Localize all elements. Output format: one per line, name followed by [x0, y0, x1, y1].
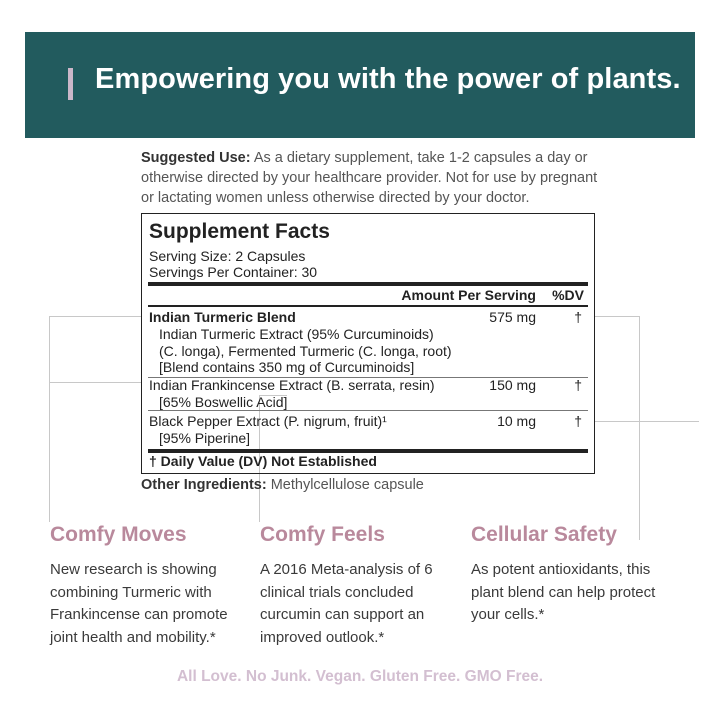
ingredient-detail: Indian Turmeric Extract (95% Curcuminoids) — [159, 326, 434, 342]
ingredient-name: Indian Frankincense Extract (B. serrata, resin) — [149, 377, 435, 393]
other-ingredients — [141, 477, 424, 493]
connector-line-left-h1 — [49, 316, 141, 317]
ingredient-name: Indian Turmeric Blend — [149, 309, 296, 325]
header-banner — [25, 32, 695, 138]
benefit-text: As potent antioxidants, this plant blend can help protect your cells.* — [471, 561, 656, 623]
ingredient-amount: 150 mg — [489, 377, 536, 393]
facts-footnote: † Daily Value (DV) Not Established — [149, 453, 377, 469]
accent-bar — [68, 68, 73, 100]
ingredient-amount: 10 mg — [497, 413, 536, 429]
dv-header: %DV — [552, 287, 584, 303]
suggested-use-text: As a dietary supplement, take 1-2 capsules a day or otherwise directed by your healthcare provider. Not for use by pregnant or lactating women unless otherwise directed by your doctor. — [141, 150, 598, 206]
ingredient-detail: [Blend contains 350 mg of Curcuminoids] — [159, 359, 415, 375]
benefit-title: Cellular Safety — [471, 523, 617, 546]
amount-header: Amount Per Serving — [401, 287, 536, 303]
supplement-facts-panel — [141, 213, 595, 474]
benefit-column — [471, 523, 671, 627]
facts-title: Supplement Facts — [149, 220, 330, 243]
benefit-column — [50, 523, 250, 649]
benefit-text: A 2016 Meta-analysis of 6 clinical trials concluded curcumin can support an improved outlook.* — [260, 561, 433, 646]
connector-line-right-v — [639, 316, 640, 540]
benefit-title: Comfy Feels — [260, 523, 385, 546]
other-ingredients-label: Other Ingredients: — [141, 477, 267, 493]
benefit-column — [260, 523, 460, 649]
facts-divider-thick — [148, 282, 588, 286]
servings-per-container: Servings Per Container: 30 — [149, 264, 318, 280]
ingredient-detail: [65% Boswellic Acid] — [159, 394, 288, 410]
ingredient-dv: † — [574, 309, 582, 325]
row-divider — [148, 410, 588, 411]
ingredient-detail: [95% Piperine] — [159, 430, 251, 446]
connector-line-right-h2 — [595, 421, 699, 422]
facts-divider — [148, 305, 588, 307]
ingredient-name: Black Pepper Extract (P. nigrum, fruit)¹ — [149, 413, 387, 429]
connector-line-right-h1 — [595, 316, 640, 317]
suggested-use — [141, 148, 603, 208]
banner-title: Empowering you with the power of plants. — [95, 63, 681, 95]
connector-line-left-h2 — [49, 382, 141, 383]
ingredient-dv: † — [574, 377, 582, 393]
other-ingredients-text: Methylcellulose capsule — [270, 477, 424, 493]
serving-size: Serving Size: 2 Capsules — [149, 248, 306, 264]
tagline: All Love. No Junk. Vegan. Gluten Free. GMO Free. — [176, 668, 544, 685]
ingredient-detail: (C. longa), Fermented Turmeric (C. longa, root) — [159, 343, 452, 359]
ingredient-dv: † — [574, 413, 582, 429]
benefit-title: Comfy Moves — [50, 523, 187, 546]
benefit-text: New research is showing combining Turmeric with Frankincense can promote joint health and mobility.* — [50, 561, 228, 646]
ingredient-amount: 575 mg — [489, 309, 536, 325]
suggested-use-label: Suggested Use: — [141, 150, 251, 166]
connector-line-left-v — [49, 316, 50, 522]
